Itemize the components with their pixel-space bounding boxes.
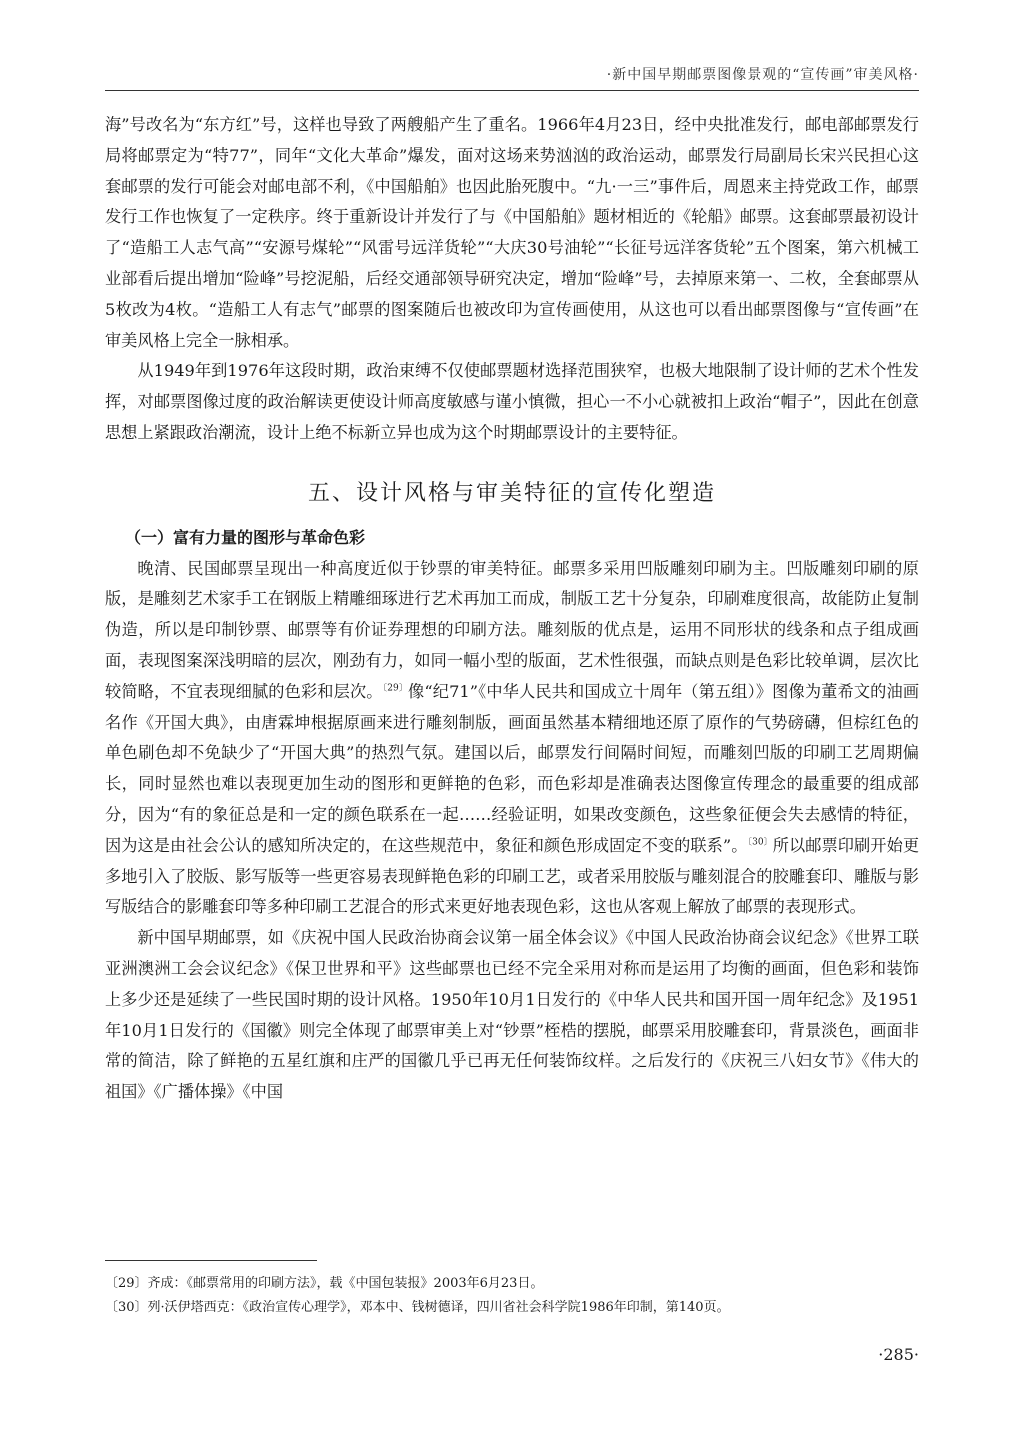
paragraph-4: 新中国早期邮票，如《庆祝中国人民政治协商会议第一届全体会议》《中国人民政治协商会议纪念》《世界工联亚洲澳洲工会会议纪念》《保卫世界和平》这些邮票也已经不完全采用对称而是运用了均衡的画面，但色彩和装饰上多少还是延续了一些民国时期的设计风格。1950年10月1日发行的《中华人民共和国开国一周年纪念》及1951年10月1日发行的《国徽》则完全体现了邮票审美上对“钞票”桎梏的摆脱，邮票采用胶雕套印，背景淡色，画面非常的简洁，除了鲜艳的五星红旗和庄严的国徽几乎已再无任何装饰纹样。之后发行的《庆祝三八妇女节》《伟大的祖国》《广播体操》《中国 xyxy=(105,928,919,1102)
footnote-divider xyxy=(105,1260,317,1261)
paragraph-3-part-2: 像“纪71”《中华人民共和国成立十周年（第五组）》图像为董希文的油画名作《开国大典》，由唐霖坤根据原画来进行雕刻制版，画面虽然基本精细地还原了原作的气势磅礴，但棕红色的单色刷色却不免缺少了“开国大典”的热烈气氛。建国以后，邮票发行间隔时间短，而雕刻凹版的印刷工艺周期偏长，同时显然也难以表现更加生动的图形和更鲜艳的色彩，而色彩却是准确表达图像宣传理念的最重要的组成部分，因为“有的象征总是和一定的颜色联系在一起……经验证明，如果改变颜色，这些象征便会失去感情的特征，因为这是由社会公认的感知所决定的，在这些规范中，象征和颜色形成固定不变的联系”。 xyxy=(105,681,920,855)
footnotes xyxy=(105,1272,919,1320)
paragraph-1: 海”号改名为“东方红”号，这样也导致了两艘船产生了重名。1966年4月23日，经中央批准发行，邮电部邮票发行局将邮票定为“特77”，同年“文化大革命”爆发，面对这场来势汹汹的政治运动，邮票发行局副局长宋兴民担心这套邮票的发行可能会对邮电部不利，《中国船舶》也因此胎死腹中。“九·一三”事件后，周恩来主持党政工作，邮票发行工作也恢复了一定秩序。终于重新设计并发行了与《中国船舶》题材相近的《轮船》邮票。这套邮票最初设计了“造船工人志气高”“安源号煤轮”“风雷号远洋货轮”“大庆30号油轮”“长征号远洋客货轮”五个图案，第六机械工业部看后提出增加“险峰”号挖泥船，后经交通部领导研究决定，增加“险峰”号，去掉原来第一、二枚，全套邮票从5枚改为4枚。“造船工人有志气”邮票的图案随后也被改印为宣传画使用，从这也可以看出邮票图像与“宣传画”在审美风格上完全一脉相承。 xyxy=(105,115,919,350)
page-number: ·285· xyxy=(878,1345,919,1364)
paragraph-3-part-1: 晚清、民国邮票呈现出一种高度近似于钞票的审美特征。邮票多采用凹版雕刻印刷为主。凹版雕刻印刷的原版，是雕刻艺术家手工在钢版上精雕细琢进行艺术再加工而成，制版工艺十分复杂，印刷难度很高，故能防止复制伪造，所以是印制钞票、邮票等有价证券理想的印刷方法。雕刻版的优点是，运用不同形状的线条和点子组成画面，表现图案深浅明暗的层次，刚劲有力，如同一幅小型的版面，艺术性很强，而缺点则是色彩比较单调，层次比较简略，不宜表现细腻的色彩和层次。 xyxy=(105,558,919,701)
paragraph-3 xyxy=(105,554,919,924)
section-title: 五、设计风格与审美特征的宣传化塑造 xyxy=(307,480,716,506)
footnote-30: 〔30〕列·沃伊塔西克：《政治宣传心理学》，邓本中、钱树德译，四川省社会科学院1986年印制，第140页。 xyxy=(105,1300,730,1315)
article-body xyxy=(105,110,919,1108)
footnote-ref-29[interactable]: 〔29〕 xyxy=(382,683,409,694)
footnote-ref-30[interactable]: 〔30〕 xyxy=(747,837,773,848)
footnote-29: 〔29〕齐成：《邮票常用的印刷方法》，载《中国包装报》2003年6月23日。 xyxy=(105,1276,544,1291)
running-header xyxy=(105,58,919,91)
subsection-title: （一）富有力量的图形与革命色彩 xyxy=(125,527,366,547)
paragraph-2: 从1949年到1976年这段时期，政治束缚不仅使邮票题材选择范围狭窄，也极大地限制了设计师的艺术个性发挥，对邮票图像过度的政治解读更使设计师高度敏感与谨小慎微，担心一不小心就被扣上政治“帽子”，因此在创意思想上紧跟政治潮流，设计上绝不标新立异也成为这个时期邮票设计的主要特征。 xyxy=(105,361,919,442)
running-title: ·新中国早期邮票图像景观的“宣传画”审美风格· xyxy=(606,67,919,83)
paragraph-3-part-3: 所以邮票印刷开始更多地引入了胶版、影写版等一些更容易表现鲜艳色彩的印刷工艺，或者采用胶版与雕刻混合的胶雕套印、雕版与影写版结合的影雕套印等多种印刷工艺混合的形式来更好地表现色彩，这也从客观上解放了邮票的表现形式。 xyxy=(105,835,920,917)
